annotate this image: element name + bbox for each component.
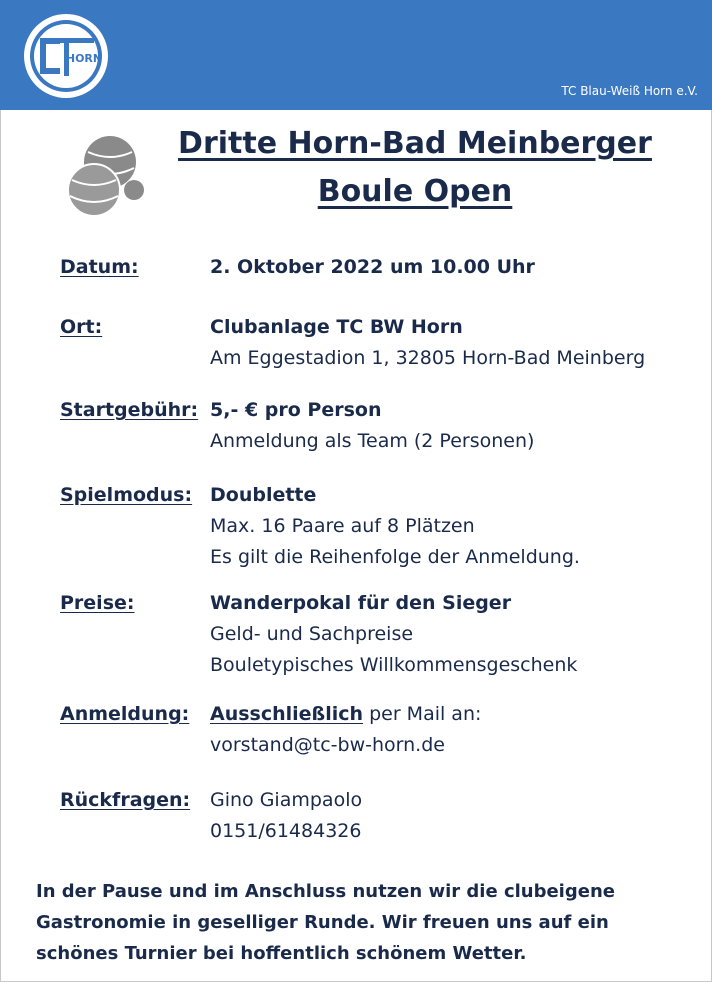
anmeldung-email: vorstand@tc-bw-horn.de — [210, 734, 445, 756]
ort-line-2: Am Eggestadion 1, 32805 Horn-Bad Meinberg — [210, 347, 646, 369]
title-line-1: Dritte Horn-Bad Meinberger — [178, 126, 652, 161]
ort-label: Ort: — [60, 316, 103, 338]
footer-line-3: schönes Turnier bei hoffentlich schönem Wetter. — [36, 943, 527, 964]
rueckfragen-label: Rückfragen: — [60, 789, 191, 811]
startgebuehr-line-1: 5,- € pro Person — [210, 399, 382, 421]
anmeldung-rest: per Mail an: — [363, 703, 482, 725]
spielmodus-line-1: Doublette — [210, 484, 317, 506]
ort-line-1: Clubanlage TC BW Horn — [210, 316, 463, 338]
preise-line-2: Geld- und Sachpreise — [210, 623, 414, 645]
rueckfragen-phone: 0151/61484326 — [210, 820, 362, 842]
title-line-2: Boule Open — [317, 174, 513, 209]
anmeldung-emphasis: Ausschließlich — [210, 703, 364, 725]
club-logo — [22, 12, 110, 100]
spielmodus-label: Spielmodus: — [60, 484, 193, 506]
preise-line-1: Wanderpokal für den Sieger — [210, 592, 512, 614]
logo-text: HORN — [65, 52, 103, 65]
boule-balls-icon — [62, 128, 154, 220]
footer-line-2: Gastronomie in geselliger Runde. Wir freuen uns auf ein — [36, 912, 609, 933]
spielmodus-line-2: Max. 16 Paare auf 8 Plätzen — [210, 515, 475, 537]
preise-line-3: Bouletypisches Willkommensgeschenk — [210, 654, 578, 676]
datum-value: 2. Oktober 2022 um 10.00 Uhr — [210, 256, 535, 278]
header-banner — [0, 0, 712, 110]
startgebuehr-line-2: Anmeldung als Team (2 Personen) — [210, 430, 535, 452]
event-title — [150, 120, 680, 216]
club-name: TC Blau-Weiß Horn e.V. — [561, 84, 698, 98]
footer-line-1: In der Pause und im Anschluss nutzen wir die clubeigene — [36, 881, 615, 902]
preise-label: Preise: — [60, 592, 135, 614]
footer-note — [36, 876, 656, 969]
datum-label: Datum: — [60, 256, 139, 278]
spielmodus-line-3: Es gilt die Reihenfolge der Anmeldung. — [210, 546, 580, 568]
startgebuehr-label: Startgebühr: — [60, 399, 199, 421]
anmeldung-label: Anmeldung: — [60, 703, 190, 725]
rueckfragen-name: Gino Giampaolo — [210, 789, 363, 811]
